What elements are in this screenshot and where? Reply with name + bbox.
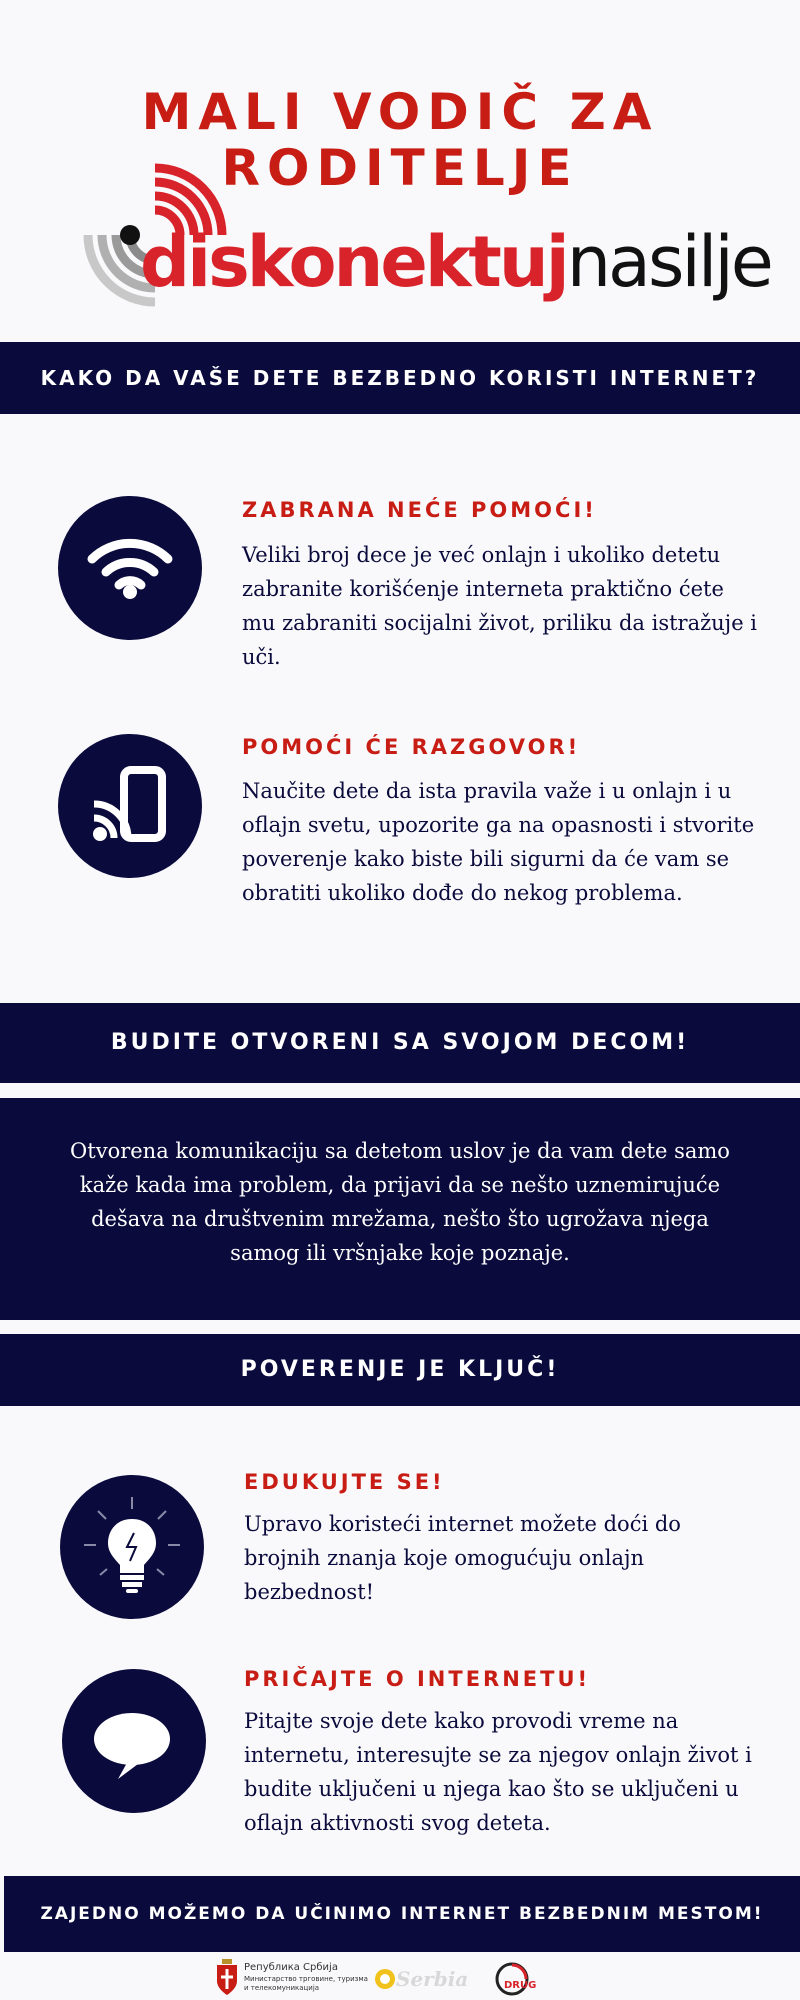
serbia-logo-mark-icon [374, 1968, 396, 1990]
serbian-coat-of-arms-icon [214, 1959, 240, 1997]
item-1-heading: ZABRANA NEĆE POMOĆI! [242, 498, 597, 522]
wifi-icon [58, 496, 202, 640]
item-2-circle [58, 734, 202, 878]
title-line-1: MALI VODIČ ZA [141, 83, 659, 141]
ministry-logo [214, 1959, 368, 1997]
item-2-text: Naučite dete da ista pravila važe i u onlajn i u oflajn svetu, upozorite ga na opasnosti i stvorite poverenje kako biste bili sigurni da će vam se obratiti ukoliko dođe do nekog problema. [242, 779, 755, 905]
serbia-logo [374, 1966, 469, 1994]
banner-trust: POVERENJE JE KLJUČ! [0, 1334, 800, 1406]
serbia-logo-text: Serbia [396, 1967, 469, 1991]
item-1-circle [58, 496, 202, 640]
item-3-circle [60, 1475, 204, 1619]
logo-wordmark [140, 222, 771, 302]
banner-internet-safety: KAKO DA VAŠE DETE BEZBEDNO KORISTI INTERNET? [0, 342, 800, 414]
logo-part-1: diskonektuj [140, 221, 567, 303]
item-4-circle [62, 1669, 206, 1813]
item-3-text: Upravo koristeći internet možete doći do brojnih znanja koje omogućuju onlajn bezbednost! [244, 1512, 681, 1604]
drug-logo [494, 1962, 538, 1996]
item-2-heading: POMOĆI ĆE RAZGOVOR! [242, 735, 581, 759]
banner-be-open: BUDITE OTVORENI SA SVOJOM DECOM! [0, 1003, 800, 1083]
drug-logo-text: DRUG [504, 1980, 537, 1991]
cast-icon [58, 734, 202, 878]
banner-together: ZAJEDNO MOŽEMO DA UČINIMO INTERNET BEZBEDNIM MESTOM! [4, 1876, 800, 1952]
ministry-line-2: Министарство трговине, туризма [244, 1975, 368, 1983]
item-1-text: Veliki broj dece je već onlajn i ukoliko detetu zabranite korišćenje interneta praktično ćete mu zabraniti socijalni život, priliku da istražuje i uči. [242, 543, 758, 669]
item-3-heading: EDUKUJTE SE! [244, 1470, 445, 1494]
ministry-line-1: Република Србија [244, 1962, 338, 1973]
ministry-line-3: и телекомуникација [244, 1984, 320, 1992]
open-communication-block [0, 1098, 800, 1320]
item-4-heading: PRIČAJTE O INTERNETU! [244, 1667, 591, 1691]
logo-part-2: nasilje [566, 221, 771, 303]
lightbulb-icon [60, 1475, 204, 1619]
title-line-2: RODITELJE [221, 139, 579, 197]
item-4-text: Pitajte svoje dete kako provodi vreme na internetu, interesujte se za njegov onlajn život i budite uključeni u njega kao što se uključeni u oflajn aktivnosti svog deteta. [244, 1709, 752, 1835]
open-communication-text: Otvorena komunikaciju sa detetom uslov je da vam dete samo kaže kada ima problem, da prijavi da se nešto uznemirujuće dešava na društvenim mrežama, nešto što ugrožava njega samog ili vršnjake koje poznaje. [70, 1139, 730, 1265]
speech-bubble-icon [62, 1669, 206, 1813]
